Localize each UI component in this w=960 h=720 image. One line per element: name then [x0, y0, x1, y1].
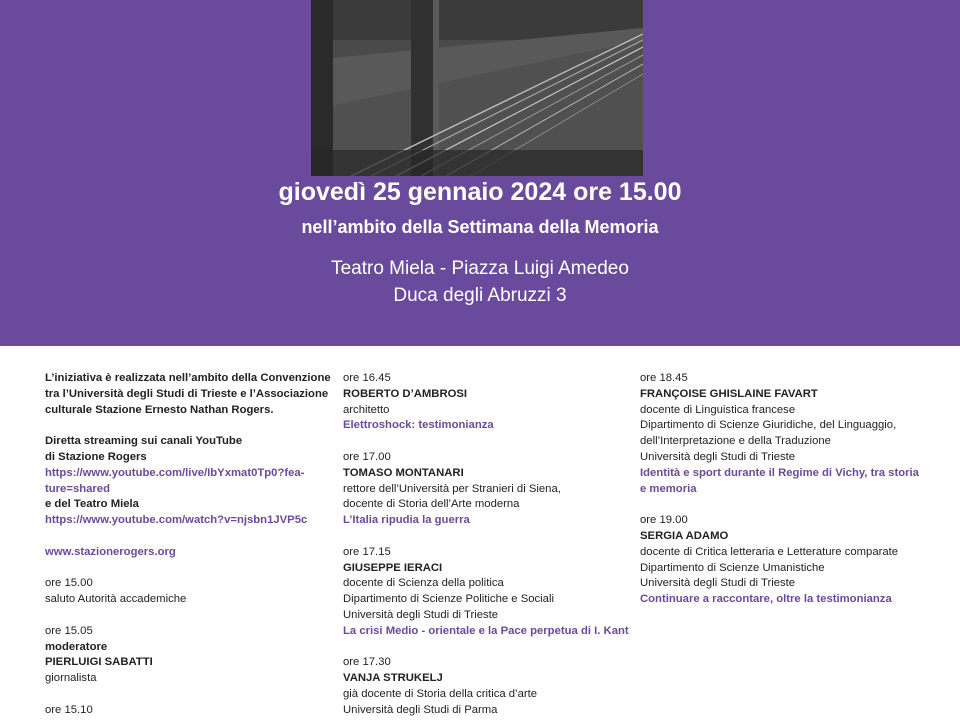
- speaker-desc: Università degli Studi di Trieste: [640, 577, 796, 590]
- talk-title: Continuare a raccontare, oltre la testimonianza: [640, 593, 892, 606]
- talk-title: Elettroshock: testimonianza: [343, 419, 494, 432]
- speaker-desc: dell’Interpretazione e della Traduzione: [640, 435, 831, 448]
- schedule-column-2: [343, 371, 633, 719]
- event-context: nell’ambito della Settimana della Memoria: [301, 217, 659, 237]
- speaker-role: moderatore: [45, 640, 108, 653]
- streaming-title: di Stazione Rogers: [45, 450, 147, 463]
- speaker-name: FRANÇOISE GHISLAINE FAVART: [640, 387, 818, 400]
- speaker-desc: rettore dell’Università per Stranieri di Siena,: [343, 482, 561, 495]
- speaker-desc: docente di Linguistica francese: [640, 403, 796, 416]
- schedule-time: ore 16.45: [343, 372, 391, 384]
- speaker-desc: docente di Storia dell’Arte moderna: [343, 498, 520, 511]
- youtube-link-stazione[interactable]: https://www.youtube.com/live/IbYxmat0Tp0?fea-: [45, 466, 305, 479]
- youtube-link-stazione-cont[interactable]: ture=shared: [45, 482, 110, 495]
- intro-line: tra l’Università degli Studi di Trieste e l’Associazione: [45, 387, 329, 400]
- event-venue-line1: Teatro Miela - Piazza Luigi Amedeo: [331, 258, 629, 279]
- streaming-title: Diretta streaming sui canali YouTube: [45, 435, 243, 448]
- event-venue-line2: Duca degli Abruzzi 3: [393, 285, 567, 306]
- talk-title: Identità e sport durante il Regime di Vichy, tra storia: [640, 466, 919, 479]
- event-date: giovedì 25 gennaio 2024 ore 15.00: [278, 178, 682, 206]
- schedule-time: ore 15.10: [45, 703, 93, 716]
- talk-title: L’Italia ripudia la guerra: [343, 514, 470, 527]
- intro-line: culturale Stazione Ernesto Nathan Rogers.: [45, 403, 274, 416]
- youtube-link-teatro[interactable]: https://www.youtube.com/watch?v=njsbn1JVP5c: [45, 514, 308, 527]
- speaker-name: TOMASO MONTANARI: [343, 466, 464, 479]
- intro-line: L’iniziativa è realizzata nell’ambito della Convenzione: [45, 372, 331, 384]
- schedule-time: ore 17.15: [343, 545, 391, 558]
- website-link[interactable]: www.stazionerogers.org: [45, 545, 176, 558]
- speaker-desc: architetto: [343, 403, 390, 416]
- schedule-text: saluto Autorità accademiche: [45, 593, 187, 606]
- talk-title: La crisi Medio - orientale e la Pace perpetua di I. Kant: [343, 624, 629, 637]
- teatro-label: e del Teatro Miela: [45, 498, 139, 511]
- schedule-time: ore 19.00: [640, 514, 688, 527]
- schedule-column-3: [640, 371, 940, 608]
- header-banner: [0, 0, 960, 346]
- speaker-desc: docente di Scienza della politica: [343, 577, 504, 590]
- speaker-desc: Università degli Studi di Trieste: [343, 608, 499, 621]
- talk-title: e memoria: [640, 482, 697, 495]
- speaker-name: PIERLUIGI SABATTI: [45, 656, 153, 669]
- speaker-name: SERGIA ADAMO: [640, 529, 729, 542]
- schedule-time: ore 17.30: [343, 656, 391, 669]
- speaker-name: GIUSEPPE IERACI: [343, 561, 443, 574]
- speaker-desc: Dipartimento di Scienze Politiche e Sociali: [343, 593, 554, 606]
- speaker-desc: Università degli Studi di Parma: [343, 703, 498, 716]
- speaker-desc: docente di Critica letteraria e Letterature comparate: [640, 545, 899, 558]
- speaker-desc: Università degli Studi di Trieste: [640, 450, 796, 463]
- speaker-desc: giornalista: [45, 672, 97, 685]
- railway-photo: [311, 0, 643, 176]
- speaker-desc: Dipartimento di Scienze Umanistiche: [640, 561, 825, 574]
- speaker-desc: Dipartimento di Scienze Giuridiche, del Linguaggio,: [640, 419, 897, 432]
- schedule-time: ore 15.05: [45, 624, 93, 637]
- speaker-name: ROBERTO D’AMBROSI: [343, 387, 468, 400]
- speaker-desc: già docente di Storia della critica d’arte: [343, 687, 538, 700]
- info-column: [45, 371, 330, 719]
- schedule-time: ore 17.00: [343, 450, 391, 463]
- schedule-time: ore 18.45: [640, 372, 688, 384]
- speaker-name: VANJA STRUKELJ: [343, 672, 443, 685]
- schedule-time: ore 15.00: [45, 577, 93, 590]
